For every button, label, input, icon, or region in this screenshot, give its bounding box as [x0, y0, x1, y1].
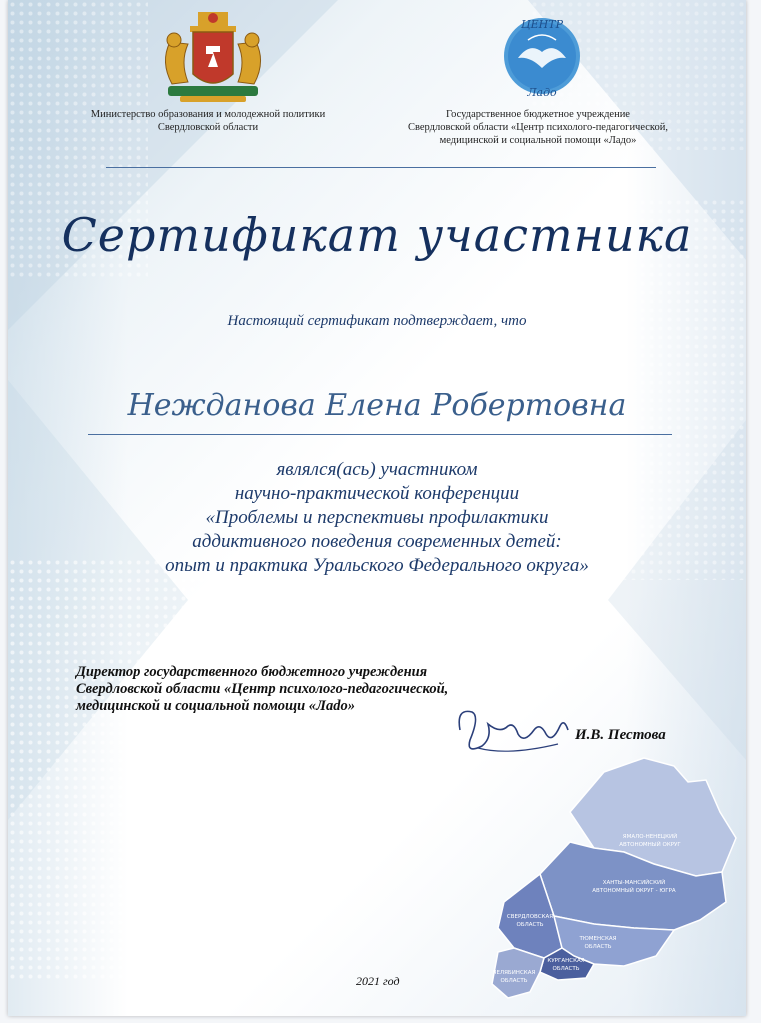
- institution-line-2: Свердловской области «Центр психолого-педагогической,: [408, 122, 668, 133]
- ministry-line-2: Свердловской области: [157, 122, 259, 133]
- header-divider: [106, 167, 656, 168]
- issue-year: 2021 год: [356, 974, 400, 988]
- map-label-kurgan-2: ОБЛАСТЬ: [552, 966, 580, 972]
- map-label-tyumen-2: ОБЛАСТЬ: [584, 944, 612, 950]
- map-label-tyumen-1: ТЮМЕНСКАЯ: [579, 936, 617, 942]
- certificate-body: [8, 458, 746, 578]
- map-label-sverd-2: ОБЛАСТЬ: [516, 922, 544, 928]
- ministry-line-1: Министерство образования и молодежной политики: [90, 109, 326, 120]
- map-label-chel-2: ОБЛАСТЬ: [500, 978, 528, 984]
- recipient-name: Нежданова Елена Робертовна: [127, 388, 627, 423]
- certificate-subtitle: Настоящий сертификат подтверждает, что: [227, 313, 527, 329]
- body-line-5: опыт и практика Уральского Федерального округа»: [165, 555, 589, 576]
- institution-line-3: медицинской и социальной помощи «Ладо»: [439, 135, 637, 146]
- ministry-caption: [58, 108, 358, 134]
- name-underline: [88, 434, 672, 435]
- director-line-2: Свердловской области «Центр психолого-педагогической,: [76, 681, 449, 697]
- certificate-sheet: [8, 0, 746, 1016]
- signer-name: И.В. Пестова: [575, 727, 666, 743]
- map-label-kurgan-1: КУРГАНСКАЯ: [547, 958, 585, 964]
- logo-bottom-text: Ладо: [527, 86, 557, 99]
- map-label-chel-1: ЧЕЛЯБИНСКАЯ: [492, 970, 536, 976]
- map-label-khanty-2: АВТОНОМНЫЙ ОКРУГ - ЮГРА: [592, 888, 676, 894]
- body-line-1: являлся(ась) участником: [276, 459, 478, 480]
- body-line-2: научно-практической конференции: [234, 483, 520, 504]
- map-label-khanty-1: ХАНТЫ-МАНСИЙСКИЙ: [602, 880, 666, 886]
- ural-district-map: [474, 752, 744, 1016]
- coat-of-arms-emblem: [158, 12, 268, 104]
- director-line-1: Директор государственного бюджетного учреждения: [76, 664, 428, 680]
- map-label-sverd-1: СВЕРДЛОВСКАЯ: [506, 914, 554, 920]
- logo-top-text: ЦЕНТР: [521, 18, 563, 31]
- director-line-3: медицинской и социальной помощи «Лado»: [76, 698, 355, 714]
- institution-line-1: Государственное бюджетное учреждение: [446, 109, 630, 120]
- map-label-yamal-1: ЯМАЛО-НЕНЕЦКИЙ: [622, 834, 678, 840]
- body-line-4: аддиктивного поведения современных детей:: [192, 531, 562, 552]
- certificate-title: Сертификат участника: [61, 208, 693, 262]
- lado-center-logo: [498, 12, 586, 100]
- body-line-3: «Проблемы и перспективы профилактики: [205, 507, 549, 528]
- map-label-yamal-2: АВТОНОМНЫЙ ОКРУГ: [619, 842, 681, 848]
- institution-caption: [368, 108, 708, 147]
